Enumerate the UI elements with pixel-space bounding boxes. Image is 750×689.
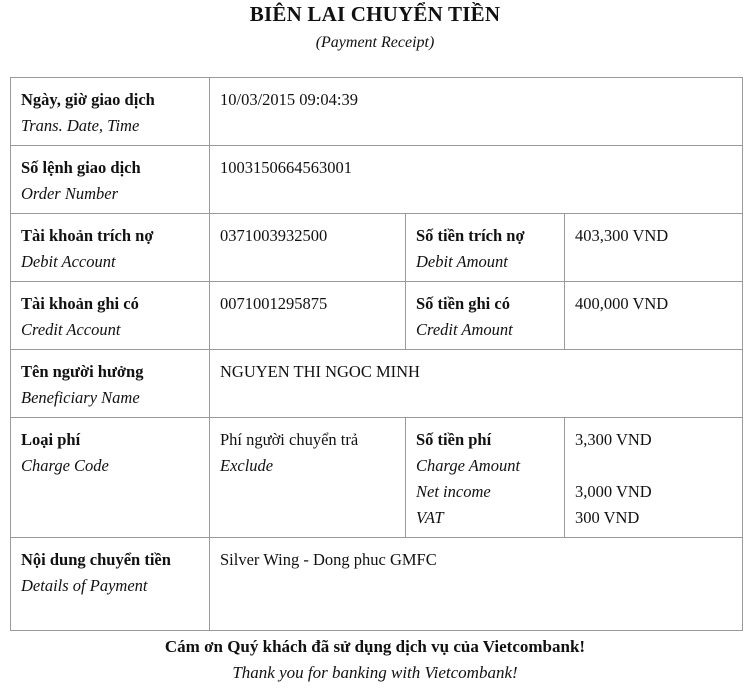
value-cell xyxy=(565,214,743,282)
label-cell xyxy=(11,146,210,214)
debit-amount-value: 403,300 VND xyxy=(575,226,669,245)
row-order-number xyxy=(11,146,743,214)
order-number-value: 1003150664563001 xyxy=(220,158,352,177)
vat-value: 300 VND xyxy=(575,508,640,527)
beneficiary-value: NGUYEN THI NGOC MINH xyxy=(220,362,420,381)
label-en: Beneficiary Name xyxy=(21,388,140,407)
charge-code-value-en: Exclude xyxy=(220,456,274,475)
thank-you-en: Thank you for banking with Vietcombank! xyxy=(232,663,518,682)
label-cell xyxy=(11,282,210,350)
details-value: Silver Wing - Dong phuc GMFC xyxy=(220,550,437,569)
value-cell xyxy=(210,282,406,350)
row-trans-date xyxy=(11,78,743,146)
label-vi: Loại phí xyxy=(21,430,81,449)
label-en: Debit Account xyxy=(21,252,116,271)
label-vi: Số lệnh giao dịch xyxy=(21,158,141,177)
label-vi: Số tiền ghi có xyxy=(416,294,510,313)
credit-account-value: 0071001295875 xyxy=(220,294,328,313)
row-charge xyxy=(11,418,743,538)
label-cell xyxy=(11,350,210,418)
value-cell xyxy=(210,146,743,214)
charge-code-value: Phí người chuyển trả xyxy=(220,430,359,449)
spacer xyxy=(575,453,732,479)
label-en: Details of Payment xyxy=(21,576,148,595)
net-income-label: Net income xyxy=(416,482,491,501)
label-vi: Tài khoản trích nợ xyxy=(21,226,154,245)
credit-amount-value: 400,000 VND xyxy=(575,294,669,313)
row-credit xyxy=(11,282,743,350)
receipt-title: BIÊN LAI CHUYỂN TIỀN xyxy=(249,2,501,26)
label-vi: Nội dung chuyển tiền xyxy=(21,550,171,569)
value-cell xyxy=(210,538,743,631)
charge-amount-value: 3,300 VND xyxy=(575,430,652,449)
value-cell xyxy=(565,418,743,538)
row-details xyxy=(11,538,743,631)
value-cell xyxy=(210,350,743,418)
label-cell xyxy=(406,282,565,350)
label-en: Charge Amount xyxy=(416,456,521,475)
trans-date-value: 10/03/2015 09:04:39 xyxy=(220,90,358,109)
label-en: Charge Code xyxy=(21,456,109,475)
thank-you-vi: Cám ơn Quý khách đã sử dụng dịch vụ của Vietcombank! xyxy=(164,637,586,656)
value-cell xyxy=(210,78,743,146)
row-debit xyxy=(11,214,743,282)
debit-account-value: 0371003932500 xyxy=(220,226,328,245)
label-cell xyxy=(11,418,210,538)
label-en: Trans. Date, Time xyxy=(21,116,140,135)
receipt-subtitle: (Payment Receipt) xyxy=(315,34,435,51)
label-vi: Số tiền phí xyxy=(416,430,492,449)
label-cell xyxy=(406,418,565,538)
label-vi: Tài khoản ghi có xyxy=(21,294,139,313)
label-cell xyxy=(11,78,210,146)
label-en: Order Number xyxy=(21,184,119,203)
label-cell xyxy=(11,538,210,631)
label-vi: Tên người hưởng xyxy=(21,362,144,381)
row-beneficiary xyxy=(11,350,743,418)
label-vi: Ngày, giờ giao dịch xyxy=(21,90,155,109)
label-vi: Số tiền trích nợ xyxy=(416,226,525,245)
label-cell xyxy=(406,214,565,282)
value-cell xyxy=(210,418,406,538)
vat-label: VAT xyxy=(416,508,444,527)
value-cell xyxy=(565,282,743,350)
value-cell xyxy=(210,214,406,282)
label-cell xyxy=(11,214,210,282)
label-en: Credit Account xyxy=(21,320,121,339)
net-income-value: 3,000 VND xyxy=(575,482,652,501)
label-en: Debit Amount xyxy=(416,252,508,271)
receipt-table xyxy=(10,77,743,631)
label-en: Credit Amount xyxy=(416,320,513,339)
